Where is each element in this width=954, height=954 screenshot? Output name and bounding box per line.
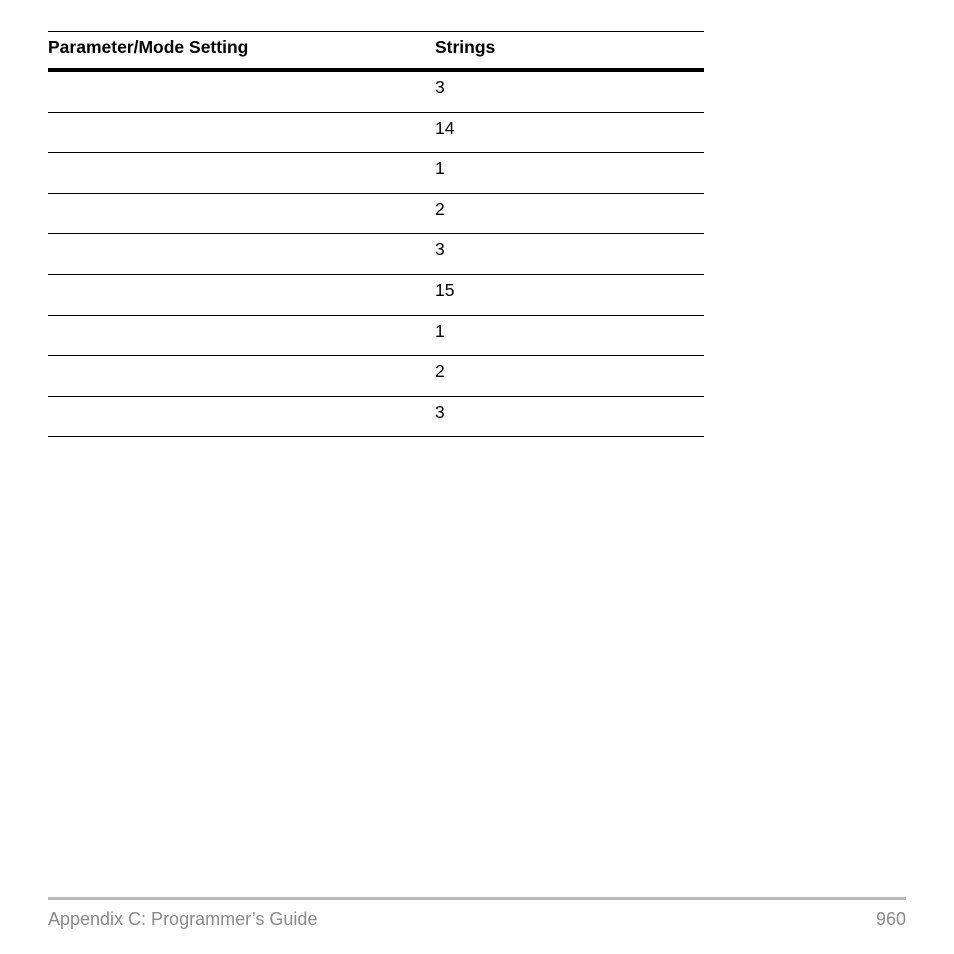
table-header-row <box>48 32 704 72</box>
table-row <box>48 194 704 235</box>
cell-strings: 1 <box>435 158 445 179</box>
cell-strings: 3 <box>435 239 445 260</box>
cell-strings: 2 <box>435 198 445 219</box>
table-row <box>48 316 704 357</box>
cell-strings: 15 <box>435 279 455 300</box>
table-row <box>48 72 704 113</box>
header-parameter-mode-setting: Parameter/Mode Setting <box>48 37 249 57</box>
table-row <box>48 234 704 275</box>
table-row <box>48 356 704 397</box>
table-row <box>48 153 704 194</box>
cell-strings: 2 <box>435 361 445 382</box>
cell-strings: 1 <box>435 320 445 341</box>
cell-strings: 14 <box>435 117 455 138</box>
table-row <box>48 275 704 316</box>
footer-page-number: 960 <box>875 909 906 929</box>
footer-section-title: Appendix C: Programmer’s Guide <box>48 909 318 929</box>
cell-strings: 3 <box>435 77 445 97</box>
table-body <box>48 72 704 437</box>
table-row <box>48 397 704 438</box>
header-strings: Strings <box>435 37 496 57</box>
parameter-table <box>48 31 704 437</box>
footer-divider <box>48 897 906 900</box>
table-row <box>48 113 704 154</box>
cell-strings: 3 <box>435 401 445 422</box>
